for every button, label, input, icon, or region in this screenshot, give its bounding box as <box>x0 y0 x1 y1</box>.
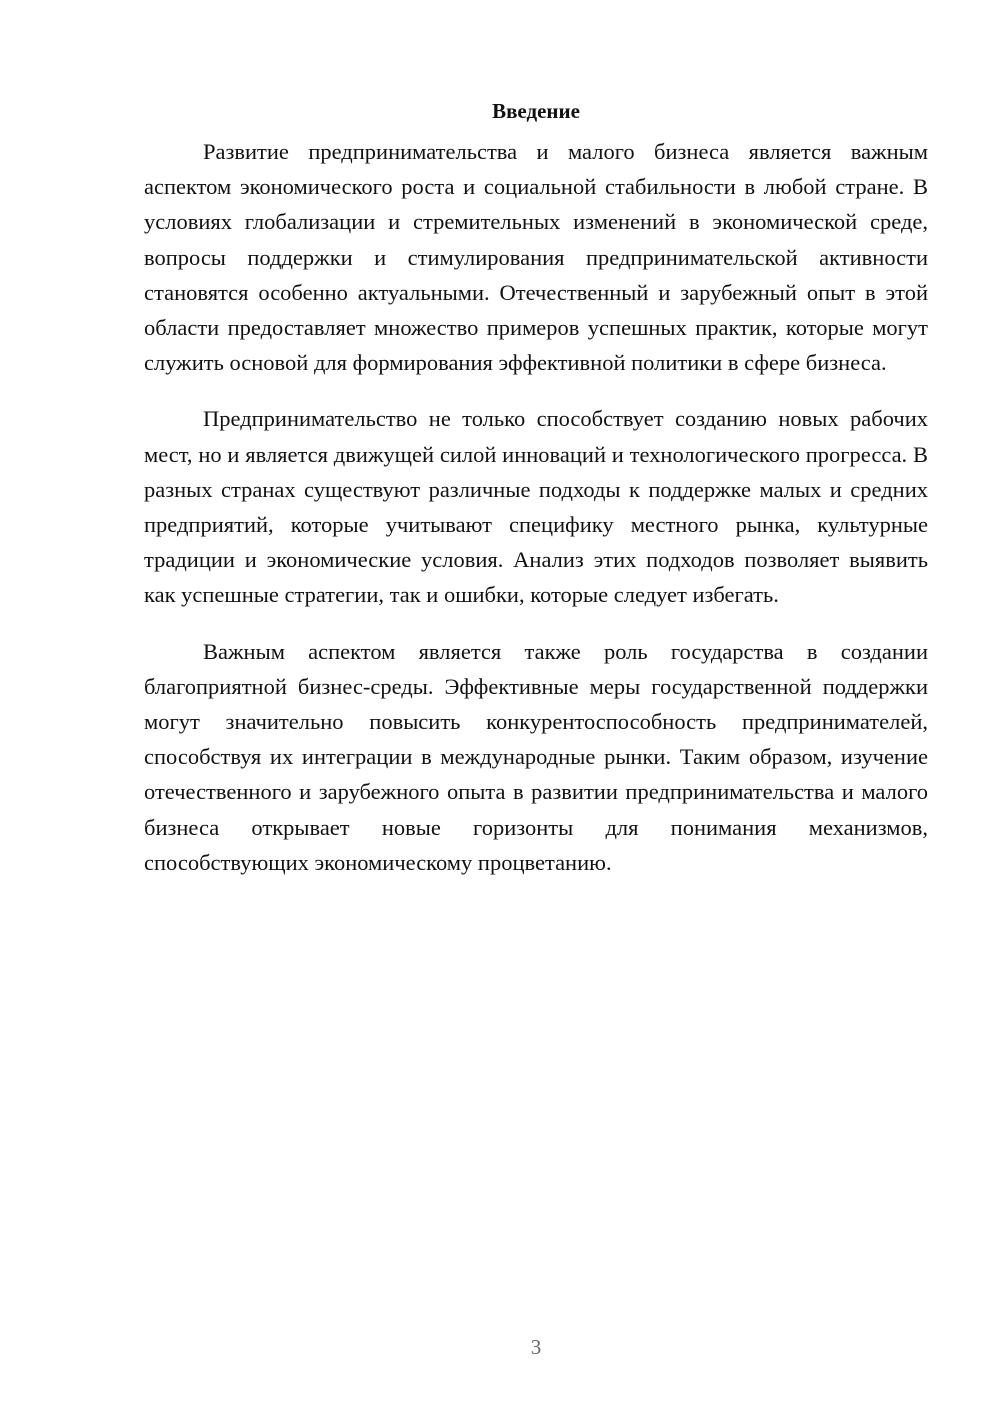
paragraph-1: Развитие предпринимательства и малого бизнеса является важным аспектом экономического роста и социальной стабильности в любой стране. В условиях глобализации и стремительных изменений в экономической среде, вопросы поддержки и стимулирования предпринимательской активности становятся особенно актуальными. Отечественный и зарубежный опыт в этой области предоставляет множество примеров успешных практик, которые могут служить основой для формирования эффективной политики в сфере бизнеса. <box>144 139 928 376</box>
section-heading: Введение <box>492 99 580 123</box>
paragraph-3: Важным аспектом является также роль государства в создании благоприятной бизнес-среды. Эффективные меры государственной поддержки могут значительно повысить конкурентоспособность предпринимателей, способствуя их интеграции в международные рынки. Таким образом, изучение отечественного и зарубежного опыта в развитии предпринимательства и малого бизнеса открывает новые горизонты для понимания механизмов, способствующих экономическому процветанию. <box>144 638 928 875</box>
paragraph-2: Предпринимательство не только способствует созданию новых рабочих мест, но и является движущей силой инноваций и технологического прогресса. В разных странах существуют различные подходы к поддержке малых и средних предприятий, которые учитывают специфику местного рынка, культурные традиции и экономические условия. Анализ этих подходов позволяет выявить как успешные стратегии, так и ошибки, которые следует избегать. <box>144 406 928 608</box>
page-number: 3 <box>530 1335 542 1359</box>
page-content <box>144 96 928 901</box>
